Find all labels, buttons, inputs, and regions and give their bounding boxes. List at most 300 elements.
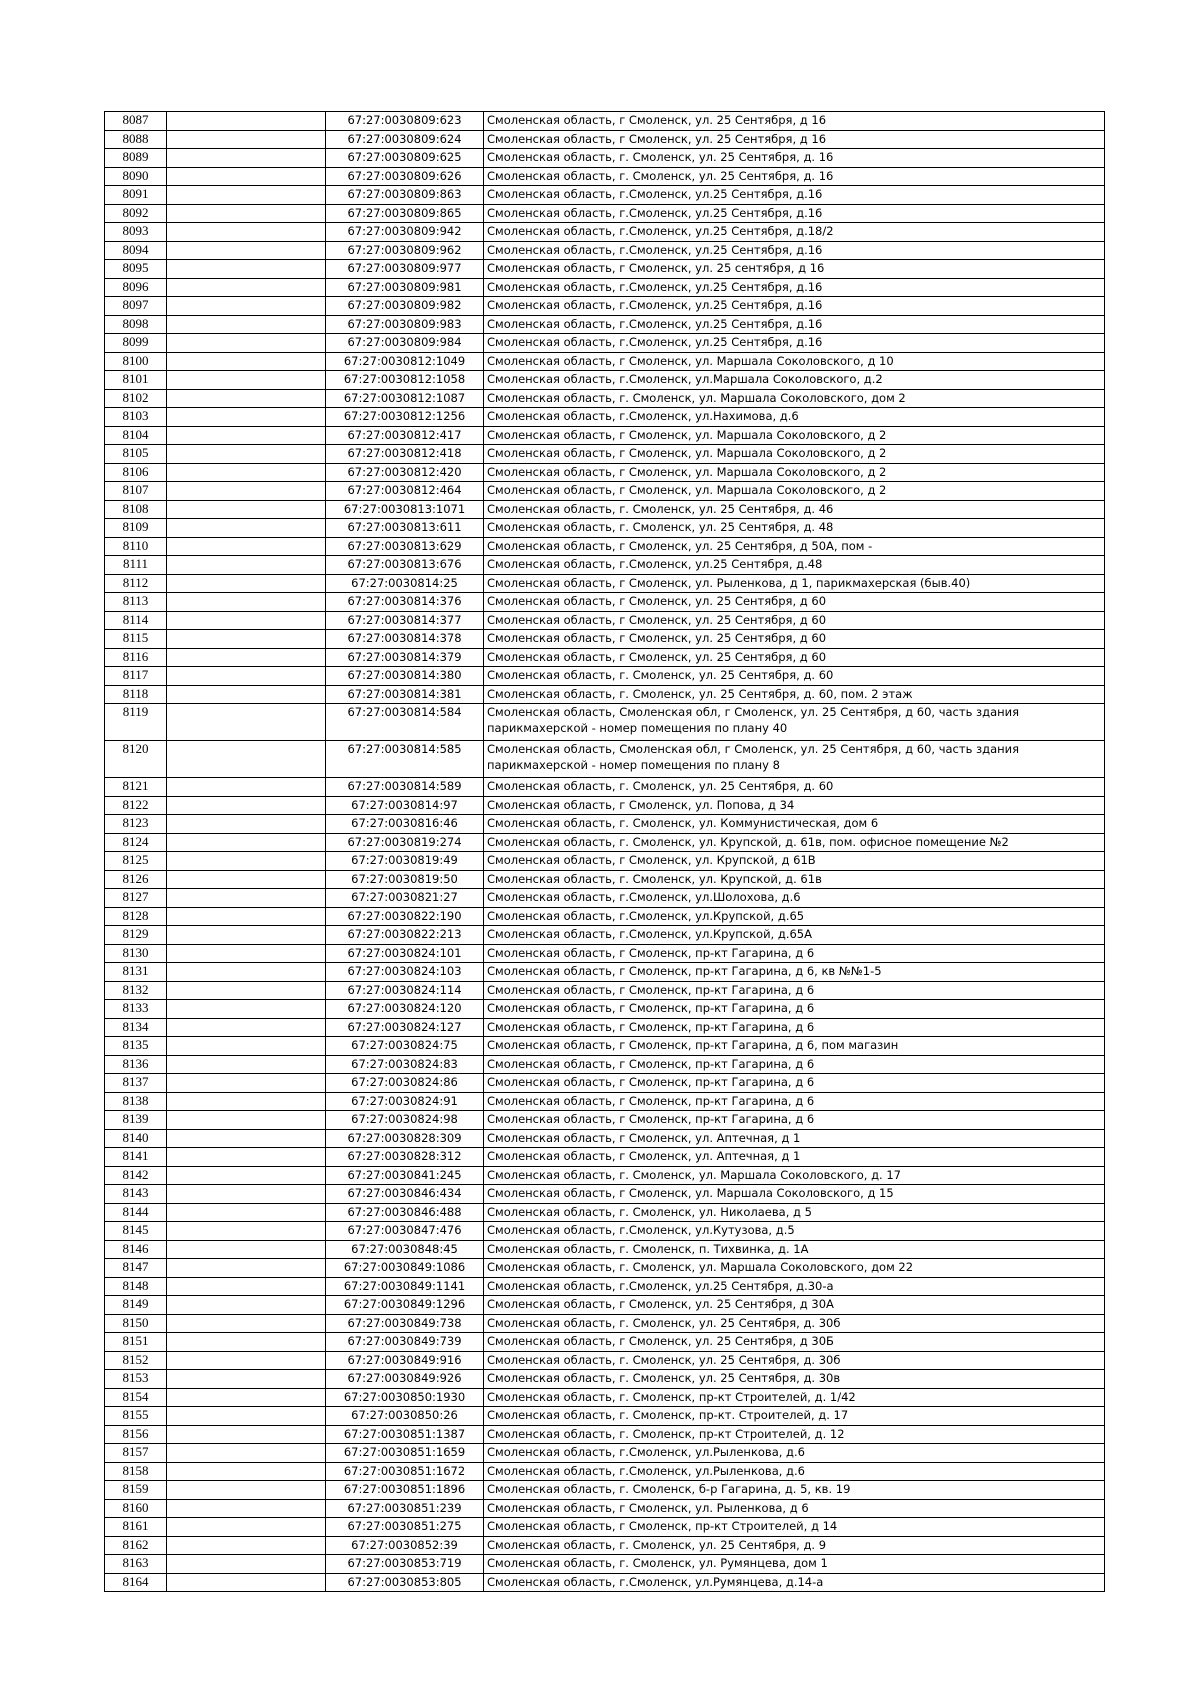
table-row <box>105 1055 1105 1074</box>
empty-cell <box>167 334 326 353</box>
cadastral-number: 67:27:0030824:98 <box>326 1111 484 1130</box>
table-row <box>105 149 1105 168</box>
cadastral-number: 67:27:0030812:1256 <box>326 408 484 427</box>
address: Смоленская область, г. Смоленск, ул. 25 Сентября, д. 60 <box>484 667 1105 686</box>
address: Смоленская область, г Смоленск, ул. 25 Сентября, д 60 <box>484 648 1105 667</box>
cadastral-number: 67:27:0030846:488 <box>326 1203 484 1222</box>
cadastral-number: 67:27:0030824:83 <box>326 1055 484 1074</box>
table-row <box>105 574 1105 593</box>
empty-cell <box>167 1259 326 1278</box>
row-number: 8117 <box>105 667 167 686</box>
row-number: 8100 <box>105 352 167 371</box>
address: Смоленская область, г Смоленск, пр-кт Гагарина, д 6 <box>484 1074 1105 1093</box>
empty-cell <box>167 167 326 186</box>
table-row <box>105 833 1105 852</box>
empty-cell <box>167 852 326 871</box>
table-row <box>105 167 1105 186</box>
row-number: 8152 <box>105 1351 167 1370</box>
empty-cell <box>167 1222 326 1241</box>
address: Смоленская область, г Смоленск, ул. Попова, д 34 <box>484 796 1105 815</box>
table-row <box>105 1092 1105 1111</box>
cadastral-number: 67:27:0030851:239 <box>326 1499 484 1518</box>
table-row <box>105 371 1105 390</box>
cadastral-number: 67:27:0030809:624 <box>326 130 484 149</box>
cadastral-number: 67:27:0030850:26 <box>326 1407 484 1426</box>
cadastral-number: 67:27:0030809:626 <box>326 167 484 186</box>
empty-cell <box>167 630 326 649</box>
address: Смоленская область, г. Смоленск, б-р Гагарина, д. 5, кв. 19 <box>484 1481 1105 1500</box>
table-row <box>105 1148 1105 1167</box>
cadastral-number: 67:27:0030849:926 <box>326 1370 484 1389</box>
empty-cell <box>167 1370 326 1389</box>
table-row <box>105 500 1105 519</box>
cadastral-number: 67:27:0030809:977 <box>326 260 484 279</box>
empty-cell <box>167 796 326 815</box>
cadastral-number: 67:27:0030824:91 <box>326 1092 484 1111</box>
cadastral-number: 67:27:0030809:625 <box>326 149 484 168</box>
cadastral-number: 67:27:0030824:86 <box>326 1074 484 1093</box>
cadastral-number: 67:27:0030814:25 <box>326 574 484 593</box>
empty-cell <box>167 297 326 316</box>
cadastral-number: 67:27:0030814:584 <box>326 704 484 741</box>
table-row <box>105 815 1105 834</box>
address: Смоленская область, г Смоленск, пр-кт Строителей, д 14 <box>484 1518 1105 1537</box>
row-number: 8139 <box>105 1111 167 1130</box>
empty-cell <box>167 278 326 297</box>
row-number: 8105 <box>105 445 167 464</box>
address: Смоленская область, г Смоленск, ул. Маршала Соколовского, д 2 <box>484 463 1105 482</box>
empty-cell <box>167 889 326 908</box>
table-row <box>105 593 1105 612</box>
table-row <box>105 1462 1105 1481</box>
row-number: 8147 <box>105 1259 167 1278</box>
row-number: 8148 <box>105 1277 167 1296</box>
row-number: 8118 <box>105 685 167 704</box>
address: Смоленская область, г. Смоленск, ул. 25 Сентября, д. 60, пом. 2 этаж <box>484 685 1105 704</box>
empty-cell <box>167 870 326 889</box>
row-number: 8107 <box>105 482 167 501</box>
address: Смоленская область, г.Смоленск, ул.Нахимова, д.6 <box>484 408 1105 427</box>
address: Смоленская область, г Смоленск, пр-кт Гагарина, д 6, пом магазин <box>484 1037 1105 1056</box>
row-number: 8102 <box>105 389 167 408</box>
empty-cell <box>167 1037 326 1056</box>
empty-cell <box>167 1462 326 1481</box>
empty-cell <box>167 204 326 223</box>
row-number: 8112 <box>105 574 167 593</box>
row-number: 8154 <box>105 1388 167 1407</box>
cadastral-number: 67:27:0030841:245 <box>326 1166 484 1185</box>
row-number: 8087 <box>105 112 167 131</box>
table-row <box>105 1573 1105 1592</box>
row-number: 8137 <box>105 1074 167 1093</box>
cadastral-number: 67:27:0030814:97 <box>326 796 484 815</box>
row-number: 8145 <box>105 1222 167 1241</box>
table-row <box>105 796 1105 815</box>
row-number: 8144 <box>105 1203 167 1222</box>
empty-cell <box>167 1425 326 1444</box>
address: Смоленская область, г.Смоленск, ул.Крупской, д.65 <box>484 907 1105 926</box>
row-number: 8153 <box>105 1370 167 1389</box>
table-row <box>105 352 1105 371</box>
empty-cell <box>167 426 326 445</box>
address: Смоленская область, г. Смоленск, ул. Крупской, д. 61в <box>484 870 1105 889</box>
address: Смоленская область, г. Смоленск, ул. 25 Сентября, д. 46 <box>484 500 1105 519</box>
empty-cell <box>167 981 326 1000</box>
row-number: 8164 <box>105 1573 167 1592</box>
address: Смоленская область, г Смоленск, ул. 25 Сентября, д 60 <box>484 611 1105 630</box>
row-number: 8090 <box>105 167 167 186</box>
table-row <box>105 1277 1105 1296</box>
cadastral-number: 67:27:0030809:983 <box>326 315 484 334</box>
address: Смоленская область, г Смоленск, ул. 25 Сентября, д 30А <box>484 1296 1105 1315</box>
address: Смоленская область, г. Смоленск, ул. Коммунистическая, дом 6 <box>484 815 1105 834</box>
table-row <box>105 445 1105 464</box>
row-number: 8104 <box>105 426 167 445</box>
empty-cell <box>167 315 326 334</box>
empty-cell <box>167 1148 326 1167</box>
row-number: 8133 <box>105 1000 167 1019</box>
cadastral-number: 67:27:0030809:865 <box>326 204 484 223</box>
address: Смоленская область, г. Смоленск, ул. Маршала Соколовского, д. 17 <box>484 1166 1105 1185</box>
table-row <box>105 426 1105 445</box>
address: Смоленская область, г. Смоленск, ул. Николаева, д 5 <box>484 1203 1105 1222</box>
empty-cell <box>167 1000 326 1019</box>
row-number: 8156 <box>105 1425 167 1444</box>
row-number: 8099 <box>105 334 167 353</box>
cadastral-number: 67:27:0030850:1930 <box>326 1388 484 1407</box>
empty-cell <box>167 704 326 741</box>
table-row <box>105 611 1105 630</box>
table-row <box>105 241 1105 260</box>
address: Смоленская область, г Смоленск, ул. Маршала Соколовского, д 2 <box>484 445 1105 464</box>
address: Смоленская область, г Смоленск, пр-кт Гагарина, д 6 <box>484 1018 1105 1037</box>
address: Смоленская область, г Смоленск, ул. 25 Сентября, д 16 <box>484 130 1105 149</box>
address: Смоленская область, г.Смоленск, ул.Румянцева, д.14-а <box>484 1573 1105 1592</box>
cadastral-number: 67:27:0030822:213 <box>326 926 484 945</box>
table-row <box>105 1536 1105 1555</box>
row-number: 8095 <box>105 260 167 279</box>
empty-cell <box>167 260 326 279</box>
row-number: 8155 <box>105 1407 167 1426</box>
empty-cell <box>167 1203 326 1222</box>
cadastral-number: 67:27:0030824:127 <box>326 1018 484 1037</box>
table-row <box>105 1555 1105 1574</box>
row-number: 8116 <box>105 648 167 667</box>
empty-cell <box>167 389 326 408</box>
empty-cell <box>167 1555 326 1574</box>
table-row <box>105 1388 1105 1407</box>
address: Смоленская область, г. Смоленск, ул. 25 Сентября, д. 9 <box>484 1536 1105 1555</box>
empty-cell <box>167 130 326 149</box>
row-number: 8158 <box>105 1462 167 1481</box>
table-row <box>105 667 1105 686</box>
cadastral-table <box>104 111 1105 1592</box>
address: Смоленская область, г.Смоленск, ул.Кутузова, д.5 <box>484 1222 1105 1241</box>
cadastral-number: 67:27:0030812:1058 <box>326 371 484 390</box>
empty-cell <box>167 1407 326 1426</box>
address: Смоленская область, г.Смоленск, ул.Шолохова, д.6 <box>484 889 1105 908</box>
table-row <box>105 334 1105 353</box>
row-number: 8092 <box>105 204 167 223</box>
cadastral-number: 67:27:0030809:623 <box>326 112 484 131</box>
address: Смоленская область, г. Смоленск, ул. 25 Сентября, д. 16 <box>484 149 1105 168</box>
cadastral-number: 67:27:0030824:103 <box>326 963 484 982</box>
cadastral-number: 67:27:0030819:50 <box>326 870 484 889</box>
address: Смоленская область, г Смоленск, ул. Крупской, д 61В <box>484 852 1105 871</box>
table-row <box>105 297 1105 316</box>
address: Смоленская область, г Смоленск, пр-кт Гагарина, д 6, кв №№1-5 <box>484 963 1105 982</box>
empty-cell <box>167 648 326 667</box>
row-number: 8151 <box>105 1333 167 1352</box>
address: Смоленская область, г. Смоленск, ул. Маршала Соколовского, дом 22 <box>484 1259 1105 1278</box>
cadastral-number: 67:27:0030812:1087 <box>326 389 484 408</box>
address: Смоленская область, г. Смоленск, ул. 25 Сентября, д. 30б <box>484 1351 1105 1370</box>
row-number: 8093 <box>105 223 167 242</box>
table-row <box>105 889 1105 908</box>
cadastral-number: 67:27:0030814:378 <box>326 630 484 649</box>
row-number: 8096 <box>105 278 167 297</box>
table-body <box>105 112 1105 1592</box>
table-row <box>105 1333 1105 1352</box>
address: Смоленская область, г Смоленск, пр-кт Гагарина, д 6 <box>484 944 1105 963</box>
empty-cell <box>167 519 326 538</box>
row-number: 8162 <box>105 1536 167 1555</box>
address: Смоленская область, г.Смоленск, ул.Крупской, д.65А <box>484 926 1105 945</box>
row-number: 8125 <box>105 852 167 871</box>
table-row <box>105 1314 1105 1333</box>
row-number: 8143 <box>105 1185 167 1204</box>
table-row <box>105 852 1105 871</box>
row-number: 8091 <box>105 186 167 205</box>
table-row <box>105 1074 1105 1093</box>
address: Смоленская область, г. Смоленск, пр-кт Строителей, д. 12 <box>484 1425 1105 1444</box>
cadastral-number: 67:27:0030821:27 <box>326 889 484 908</box>
table-row <box>105 537 1105 556</box>
cadastral-number: 67:27:0030824:75 <box>326 1037 484 1056</box>
address: Смоленская область, г Смоленск, ул. Аптечная, д 1 <box>484 1129 1105 1148</box>
empty-cell <box>167 1573 326 1592</box>
empty-cell <box>167 907 326 926</box>
cadastral-number: 67:27:0030828:309 <box>326 1129 484 1148</box>
address: Смоленская область, Смоленская обл, г Смоленск, ул. 25 Сентября, д 60, часть здания парикмахерской - номер помещения по плану 40 <box>484 704 1105 741</box>
empty-cell <box>167 926 326 945</box>
cadastral-number: 67:27:0030822:190 <box>326 907 484 926</box>
cadastral-number: 67:27:0030846:434 <box>326 1185 484 1204</box>
address: Смоленская область, г Смоленск, ул. Маршала Соколовского, д 15 <box>484 1185 1105 1204</box>
cadastral-number: 67:27:0030809:981 <box>326 278 484 297</box>
table-row <box>105 1259 1105 1278</box>
row-number: 8150 <box>105 1314 167 1333</box>
empty-cell <box>167 1499 326 1518</box>
address: Смоленская область, г Смоленск, пр-кт Гагарина, д 6 <box>484 1111 1105 1130</box>
cadastral-number: 67:27:0030851:1896 <box>326 1481 484 1500</box>
address: Смоленская область, г Смоленск, пр-кт Гагарина, д 6 <box>484 981 1105 1000</box>
address: Смоленская область, г Смоленск, ул. 25 Сентября, д 30Б <box>484 1333 1105 1352</box>
empty-cell <box>167 1444 326 1463</box>
row-number: 8140 <box>105 1129 167 1148</box>
row-number: 8098 <box>105 315 167 334</box>
table-row <box>105 260 1105 279</box>
empty-cell <box>167 574 326 593</box>
table-row <box>105 1166 1105 1185</box>
table-row <box>105 519 1105 538</box>
row-number: 8126 <box>105 870 167 889</box>
cadastral-number: 67:27:0030849:1296 <box>326 1296 484 1315</box>
address: Смоленская область, г.Смоленск, ул.25 Сентября, д.18/2 <box>484 223 1105 242</box>
table-row <box>105 1296 1105 1315</box>
table-row <box>105 482 1105 501</box>
table-row <box>105 1481 1105 1500</box>
cadastral-number: 67:27:0030851:1659 <box>326 1444 484 1463</box>
empty-cell <box>167 1481 326 1500</box>
row-number: 8134 <box>105 1018 167 1037</box>
row-number: 8106 <box>105 463 167 482</box>
row-number: 8136 <box>105 1055 167 1074</box>
address: Смоленская область, г. Смоленск, ул. Маршала Соколовского, дом 2 <box>484 389 1105 408</box>
address: Смоленская область, г.Смоленск, ул.25 Сентября, д.16 <box>484 315 1105 334</box>
table-row <box>105 870 1105 889</box>
cadastral-number: 67:27:0030813:676 <box>326 556 484 575</box>
empty-cell <box>167 1351 326 1370</box>
row-number: 8089 <box>105 149 167 168</box>
cadastral-number: 67:27:0030824:120 <box>326 1000 484 1019</box>
empty-cell <box>167 593 326 612</box>
table-row <box>105 1370 1105 1389</box>
cadastral-number: 67:27:0030851:1672 <box>326 1462 484 1481</box>
row-number: 8110 <box>105 537 167 556</box>
address: Смоленская область, г Смоленск, ул. 25 Сентября, д 60 <box>484 630 1105 649</box>
address: Смоленская область, г Смоленск, ул. 25 Сентября, д 60 <box>484 593 1105 612</box>
cadastral-number: 67:27:0030814:589 <box>326 778 484 797</box>
empty-cell <box>167 1018 326 1037</box>
table-row <box>105 186 1105 205</box>
address: Смоленская область, г Смоленск, ул. Рыленкова, д 6 <box>484 1499 1105 1518</box>
empty-cell <box>167 944 326 963</box>
table-row <box>105 556 1105 575</box>
empty-cell <box>167 1111 326 1130</box>
address: Смоленская область, г Смоленск, пр-кт Гагарина, д 6 <box>484 1055 1105 1074</box>
address: Смоленская область, г Смоленск, ул. 25 Сентября, д 16 <box>484 112 1105 131</box>
cadastral-number: 67:27:0030853:805 <box>326 1573 484 1592</box>
cadastral-number: 67:27:0030814:377 <box>326 611 484 630</box>
empty-cell <box>167 1166 326 1185</box>
empty-cell <box>167 537 326 556</box>
row-number: 8131 <box>105 963 167 982</box>
empty-cell <box>167 1185 326 1204</box>
table-row <box>105 1240 1105 1259</box>
empty-cell <box>167 1333 326 1352</box>
row-number: 8159 <box>105 1481 167 1500</box>
empty-cell <box>167 1536 326 1555</box>
row-number: 8127 <box>105 889 167 908</box>
empty-cell <box>167 408 326 427</box>
table-row <box>105 778 1105 797</box>
cadastral-number: 67:27:0030824:101 <box>326 944 484 963</box>
table-row <box>105 648 1105 667</box>
table-row <box>105 685 1105 704</box>
empty-cell <box>167 445 326 464</box>
address: Смоленская область, г. Смоленск, ул. Румянцева, дом 1 <box>484 1555 1105 1574</box>
table-row <box>105 1222 1105 1241</box>
row-number: 8132 <box>105 981 167 1000</box>
empty-cell <box>167 611 326 630</box>
table-row <box>105 1425 1105 1444</box>
cadastral-number: 67:27:0030849:1141 <box>326 1277 484 1296</box>
table-row <box>105 630 1105 649</box>
table-row <box>105 1499 1105 1518</box>
row-number: 8114 <box>105 611 167 630</box>
empty-cell <box>167 1240 326 1259</box>
row-number: 8109 <box>105 519 167 538</box>
empty-cell <box>167 500 326 519</box>
row-number: 8097 <box>105 297 167 316</box>
empty-cell <box>167 1518 326 1537</box>
row-number: 8124 <box>105 833 167 852</box>
row-number: 8101 <box>105 371 167 390</box>
empty-cell <box>167 223 326 242</box>
cadastral-number: 67:27:0030809:942 <box>326 223 484 242</box>
row-number: 8122 <box>105 796 167 815</box>
cadastral-number: 67:27:0030814:379 <box>326 648 484 667</box>
row-number: 8149 <box>105 1296 167 1315</box>
cadastral-number: 67:27:0030819:49 <box>326 852 484 871</box>
empty-cell <box>167 556 326 575</box>
empty-cell <box>167 667 326 686</box>
table-row <box>105 408 1105 427</box>
address: Смоленская область, г.Смоленск, ул.25 Сентября, д.16 <box>484 297 1105 316</box>
cadastral-number: 67:27:0030848:45 <box>326 1240 484 1259</box>
row-number: 8161 <box>105 1518 167 1537</box>
table-row <box>105 112 1105 131</box>
empty-cell <box>167 186 326 205</box>
empty-cell <box>167 1296 326 1315</box>
table-row <box>105 130 1105 149</box>
row-number: 8142 <box>105 1166 167 1185</box>
row-number: 8129 <box>105 926 167 945</box>
address: Смоленская область, г.Смоленск, ул.Рыленкова, д.6 <box>484 1462 1105 1481</box>
table-row <box>105 1444 1105 1463</box>
table-row <box>105 981 1105 1000</box>
empty-cell <box>167 741 326 778</box>
row-number: 8135 <box>105 1037 167 1056</box>
row-number: 8138 <box>105 1092 167 1111</box>
cadastral-number: 67:27:0030852:39 <box>326 1536 484 1555</box>
table-row <box>105 1351 1105 1370</box>
table-row <box>105 204 1105 223</box>
address: Смоленская область, г.Смоленск, ул.25 Сентября, д.16 <box>484 186 1105 205</box>
address: Смоленская область, г Смоленск, ул. 25 сентября, д 16 <box>484 260 1105 279</box>
cadastral-number: 67:27:0030851:275 <box>326 1518 484 1537</box>
table-row <box>105 741 1105 778</box>
table-row <box>105 1129 1105 1148</box>
row-number: 8146 <box>105 1240 167 1259</box>
address: Смоленская область, г Смоленск, ул. 25 Сентября, д 50А, пом - <box>484 537 1105 556</box>
address: Смоленская область, г. Смоленск, ул. 25 Сентября, д. 30в <box>484 1370 1105 1389</box>
cadastral-number: 67:27:0030849:739 <box>326 1333 484 1352</box>
cadastral-number: 67:27:0030809:863 <box>326 186 484 205</box>
table-row <box>105 1018 1105 1037</box>
cadastral-number: 67:27:0030814:380 <box>326 667 484 686</box>
address: Смоленская область, г. Смоленск, ул. Крупской, д. 61в, пом. офисное помещение №2 <box>484 833 1105 852</box>
table-row <box>105 223 1105 242</box>
empty-cell <box>167 963 326 982</box>
address: Смоленская область, г. Смоленск, п. Тихвинка, д. 1А <box>484 1240 1105 1259</box>
table-row <box>105 1111 1105 1130</box>
cadastral-number: 67:27:0030812:418 <box>326 445 484 464</box>
table-row <box>105 907 1105 926</box>
empty-cell <box>167 241 326 260</box>
address: Смоленская область, г. Смоленск, пр-кт. Строителей, д. 17 <box>484 1407 1105 1426</box>
